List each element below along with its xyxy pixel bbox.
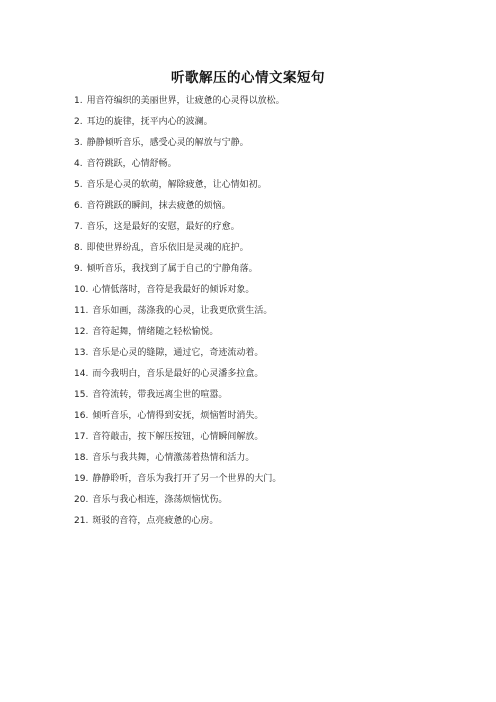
list-item	[74, 322, 474, 343]
list-item-text: 音符跳跃，心情舒畅。	[86, 159, 177, 169]
list-item-number: 7.	[74, 222, 83, 232]
list-item	[74, 301, 474, 322]
list-item-number: 15.	[74, 390, 89, 400]
list-item-number: 13.	[74, 348, 89, 358]
list-item-text: 音乐是心灵的缝隙，通过它，奇迹流动着。	[92, 348, 264, 358]
phrase-list	[74, 91, 474, 532]
list-item-text: 耳边的旋律，抚平内心的波澜。	[86, 117, 213, 127]
list-item-number: 17.	[74, 432, 89, 442]
list-item-number: 20.	[74, 495, 89, 505]
list-item	[74, 196, 474, 217]
list-item	[74, 238, 474, 259]
list-item-number: 11.	[74, 306, 89, 316]
document-title: 听歌解压的心情文案短句	[171, 70, 325, 86]
list-item-number: 9.	[74, 264, 83, 274]
list-item-text: 音乐与我心相连，涤荡烦恼忧伤。	[92, 495, 228, 505]
list-item	[74, 427, 474, 448]
list-item-text: 倾听音乐，心情得到安抚，烦恼暂时消失。	[92, 411, 264, 421]
list-item-number: 16.	[74, 411, 89, 421]
list-item-text: 音符起舞，情绪随之轻松愉悦。	[92, 327, 219, 337]
list-item	[74, 511, 474, 532]
list-item	[74, 448, 474, 469]
list-item-text: 即使世界纷乱，音乐依旧是灵魂的庇护。	[86, 243, 249, 253]
list-item-text: 而今我明白，音乐是最好的心灵潘多拉盒。	[92, 369, 264, 379]
list-item-text: 音乐是心灵的软萌，解除疲惫，让心情如初。	[86, 180, 267, 190]
list-item-text: 音乐如画，荡涤我的心灵，让我更欣赏生活。	[92, 306, 273, 316]
list-item	[74, 91, 474, 112]
list-item	[74, 343, 474, 364]
list-item-number: 18.	[74, 453, 89, 463]
list-item-text: 静静倾听音乐，感受心灵的解放与宁静。	[86, 138, 249, 148]
list-item-text: 用音符编织的美丽世界，让疲惫的心灵得以放松。	[86, 96, 285, 106]
list-item-number: 12.	[74, 327, 89, 337]
list-item	[74, 385, 474, 406]
list-item-text: 斑驳的音符，点亮疲惫的心房。	[92, 516, 219, 526]
list-item-text: 音符跳跃的瞬间，抹去疲惫的烦恼。	[86, 201, 231, 211]
list-item-number: 3.	[74, 138, 83, 148]
list-item	[74, 217, 474, 238]
list-item-text: 倾听音乐，我找到了属于自己的宁静角落。	[86, 264, 258, 274]
list-item-text: 静静聆听，音乐为我打开了另一个世界的大门。	[92, 474, 282, 484]
list-item-number: 19.	[74, 474, 89, 484]
list-item-number: 14.	[74, 369, 89, 379]
list-item-text: 音符敲击，按下解压按钮，心情瞬间解放。	[92, 432, 264, 442]
list-item-number: 2.	[74, 117, 83, 127]
list-item-number: 1.	[74, 96, 83, 106]
list-item	[74, 154, 474, 175]
list-item	[74, 406, 474, 427]
list-item-text: 音乐，这是最好的安慰，最好的疗愈。	[86, 222, 240, 232]
list-item	[74, 259, 474, 280]
list-item-text: 心情低落时，音符是我最好的倾诉对象。	[92, 285, 255, 295]
list-item	[74, 280, 474, 301]
list-item-number: 10.	[74, 285, 89, 295]
list-item	[74, 490, 474, 511]
list-item	[74, 469, 474, 490]
list-item-text: 音符流转，带我远离尘世的喧嚣。	[92, 390, 228, 400]
list-item-number: 6.	[74, 201, 83, 211]
list-item	[74, 133, 474, 154]
list-item-number: 21.	[74, 516, 89, 526]
list-item	[74, 364, 474, 385]
list-item-text: 音乐与我共舞，心情激荡着热情和活力。	[92, 453, 255, 463]
list-item-number: 8.	[74, 243, 83, 253]
list-item-number: 5.	[74, 180, 83, 190]
list-item-number: 4.	[74, 159, 83, 169]
list-item	[74, 175, 474, 196]
list-item	[74, 112, 474, 133]
